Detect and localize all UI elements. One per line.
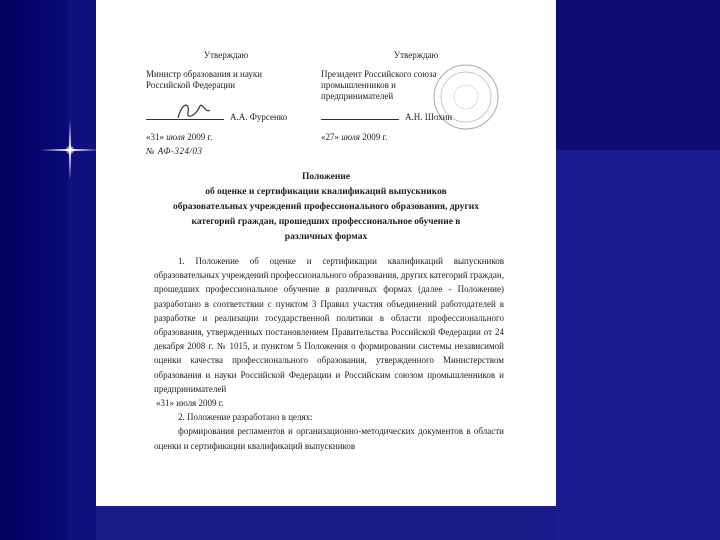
date-left-month: июля [166,132,185,142]
background-band [68,0,96,540]
document-title [136,170,516,245]
date-left-year: 2009 г. [187,132,213,142]
background-bottom [96,506,556,540]
approver-right-name: А.Н. Шохин [405,112,453,122]
title-line-4: категорий граждан, прошедших профессиональное обучение в [191,217,461,227]
date-row-right: «27» июля 2009 г. [321,132,388,142]
date-right-year: 2009 г. [362,132,388,142]
signature-row-left [146,112,287,123]
approver-left-name: А.А. Фурсенко [230,112,288,122]
paragraph-3: формирования регламентов и организационно-методических документов в области оценки и сертификации квалификаций выпускников [154,426,504,451]
date-right-month: июля [341,132,360,142]
title-line-5: различных формах [284,232,368,242]
document-body [154,254,504,453]
approval-right-heading: Утверждаю [393,50,439,60]
background-left-panel [0,0,68,540]
paragraph-1-date: «31» июля 2009 г. [156,398,224,409]
paragraph-1: 1. Положение об оценке и сертификации квалификаций выпускников образовательных учреждений профессионального образования, других категорий граждан, прошедших профессиональное обучение в различных формах (далее - Положение) разработано в соответствии с пунктом 3 Правил участия объединений работодателей в разработке и реализации государственной политики в области профессионального образования, утвержденных постановлением Правительства Российской Федерации от 24 декабря 2008 г. № 1015, и пунктом 5 Положения о формировании системы независимой оценки качества профессионального образования, утвержденного Министерством образования и науки Российской Федерации и Российским союзом промышленников и предпринимателей [154,256,504,394]
approval-left-heading: Утверждаю [203,50,249,60]
title-line-3: образовательных учреждений профессионального образования, других [173,202,479,212]
title-line-1: Положение [301,172,350,182]
date-right-day: 27 [325,132,335,142]
approval-left-org: Министр образования и науки Российской Федерации [146,69,263,90]
background-right-top [556,0,720,150]
approval-left [146,50,306,156]
date-row-left: «31» июля 2009 г. [146,132,213,142]
scanned-document-page [96,0,556,506]
approval-block [146,50,516,160]
approval-right-org: Президент Российского союза промышленников и предпринимателей [321,69,437,101]
approval-right [321,50,511,142]
background-right-panel [556,150,720,540]
sparkle-decoration [40,120,100,180]
date-left-day: 31 [150,132,160,142]
signature-row-right [321,112,452,123]
title-line-2: об оценке и сертификации квалификаций выпускников [205,187,447,197]
paragraph-2: 2. Положение разработано в целях: [178,412,313,423]
document-number: № АФ-324/03 [146,146,203,156]
